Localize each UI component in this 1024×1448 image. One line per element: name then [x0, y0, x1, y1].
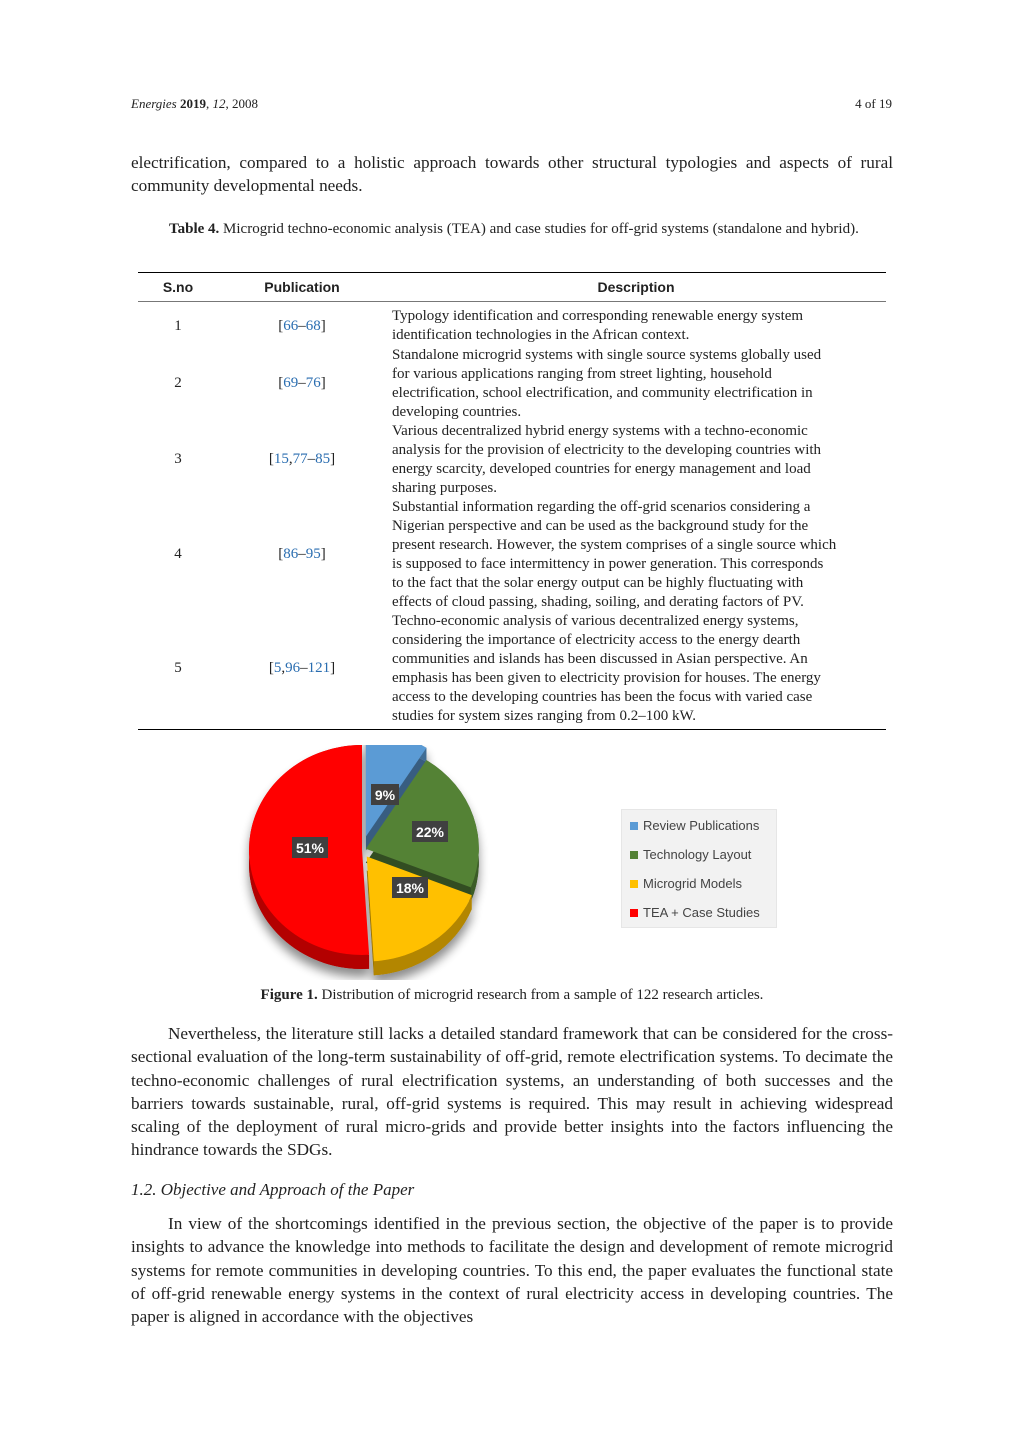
tea-table [138, 272, 886, 730]
legend-swatch [630, 851, 638, 859]
running-header: Energies 2019, 12, 2008 [131, 96, 258, 111]
description-line: sharing purposes. [392, 479, 497, 496]
citation-separator: – [298, 546, 306, 562]
citation-link[interactable]: 5 [273, 660, 282, 676]
legend-label: Microgrid Models [643, 876, 742, 891]
cell-publication [218, 498, 386, 612]
figure-caption-text: Distribution of microgrid research from a sample of 122 research articles. [321, 987, 764, 1003]
description-line: to the fact that the solar energy output can be highly fluctuating with [392, 574, 804, 591]
table-row [138, 346, 886, 422]
description-line: considering the importance of electricity access to the energy dearth [392, 631, 801, 648]
table-row [138, 422, 886, 498]
bracket-open: [ [278, 317, 284, 334]
description-line: electrification, school electrification, and community electrification in [392, 384, 813, 401]
cell-publication [218, 422, 386, 498]
citation-separator: – [298, 375, 306, 391]
description-line: communities and islands has been discussed in Asian perspective. An [392, 650, 808, 667]
citation-separator: , [281, 660, 286, 676]
description-line: present research. However, the system comprises of a single source which [392, 536, 837, 553]
journal-year: 2019 [179, 96, 206, 111]
cell-description [386, 346, 886, 422]
data-label-text: 18% [395, 880, 425, 896]
cell-sno: 3 [174, 451, 182, 467]
legend-item [630, 847, 751, 862]
body-paragraph: Nevertheless, the literature still lacks a detailed standard framework that can be considered for the cross-sectional evaluation of the long-term sustainability of off-grid, remote electrification systems. To decimate the techno-economic challenges of rural electrification systems, an understanding of both successes and the barriers towards sustainable, rural, off-grid systems is required. This may result in achieving widespread scaling of the deployment of rural micro-grids and provide better insights into the factors influencing the hindrance towards the SDGs. [131, 1024, 893, 1160]
description-line: developing countries. [392, 403, 522, 420]
data-label-text: 9% [374, 787, 396, 803]
figure-caption [0, 984, 1024, 1006]
section-heading [131, 1180, 414, 1200]
data-label-text: 22% [415, 824, 445, 840]
bracket-open: [ [278, 546, 284, 562]
bracket-close: ] [320, 317, 326, 334]
legend-label: Technology Layout [643, 847, 752, 862]
legend-item [630, 905, 760, 920]
table-row [138, 302, 886, 346]
bracket-close: ] [320, 546, 326, 562]
description-line: Nigerian perspective and can be used as the background study for the [392, 517, 809, 534]
description-line: emphasis has been given to electricity provision for houses. The energy [392, 669, 821, 686]
pie-data-label [412, 821, 448, 842]
citation-separator: , [288, 451, 293, 467]
description-line: analysis for the provision of electricity to the developing countries with [392, 441, 822, 458]
cell-description [386, 612, 886, 730]
cell-sno: 2 [174, 375, 182, 391]
table-row [138, 498, 886, 612]
chart-legend [621, 809, 777, 928]
citation-link[interactable]: 76 [305, 375, 321, 391]
section-number: 1.2. [131, 1180, 157, 1199]
citation-link[interactable]: 66 [283, 317, 299, 334]
citation-link[interactable]: 96 [285, 660, 301, 676]
description-line: Various decentralized hybrid energy systems with a techno-economic [392, 422, 808, 439]
table-caption [169, 218, 869, 240]
objective-paragraph: In view of the shortcomings identified in the previous section, the objective of the paper is to provide insights to advance the knowledge into methods to facilitate the design and development of remote microgrid systems for remote communities in developing countries. To this end, the paper evaluates the functional state of off-grid renewable energy systems in the context of rural electricity access in developing countries. The paper is aligned in accordance with the objectives [131, 1214, 893, 1327]
description-line: energy scarcity, developed countries for energy management and load [392, 460, 811, 477]
citation-separator: – [298, 317, 306, 334]
citation-link[interactable]: 68 [305, 317, 321, 334]
pie-data-label [392, 877, 428, 898]
pie-data-label [292, 837, 328, 858]
description-line: is supposed to face intermittency in power generation. This corresponds [392, 555, 824, 572]
description-line: access to the developing countries has been the focus with varied case [392, 688, 813, 705]
description-line: effects of cloud passing, shading, soiling, and derating factors of PV. [392, 593, 804, 610]
table-caption-text: Microgrid techno-economic analysis (TEA) and case studies for off-grid systems (standalone and hybrid). [223, 221, 859, 237]
header-publication: Publication [218, 273, 386, 302]
legend-item [630, 818, 759, 833]
bracket-close: ] [330, 660, 336, 676]
citation-link[interactable]: 95 [305, 546, 321, 562]
bracket-open: [ [268, 660, 274, 676]
page-number: 4 of 19 [855, 96, 892, 111]
bracket-close: ] [320, 375, 326, 391]
pie-chart [230, 745, 520, 980]
cell-publication [218, 302, 386, 346]
cell-publication [218, 612, 386, 730]
citation-separator: – [300, 660, 308, 676]
table-header-row [138, 273, 886, 302]
bracket-open: [ [268, 451, 274, 467]
citation-link[interactable]: 15 [273, 451, 289, 467]
legend-item [630, 876, 742, 891]
cell-sno: 4 [174, 546, 182, 562]
header-sno: S.no [138, 273, 218, 302]
data-label-text: 51% [295, 840, 325, 856]
legend-label: Review Publications [643, 818, 760, 833]
bracket-open: [ [278, 375, 284, 391]
figure-caption-label: Figure 1. [260, 987, 318, 1003]
citation-separator: – [307, 451, 316, 467]
description-line: Substantial information regarding the off-grid scenarios considering a [392, 498, 811, 515]
description-line: Standalone microgrid systems with single source systems globally used [392, 346, 822, 363]
journal-volume: 12 [212, 96, 226, 111]
cell-sno: 1 [174, 317, 182, 334]
article-number: 2008 [231, 96, 258, 111]
legend-swatch [630, 909, 638, 917]
header-description: Description [386, 273, 886, 302]
table-row [138, 612, 886, 730]
citation-link[interactable]: 69 [283, 375, 299, 391]
legend-swatch [630, 880, 638, 888]
description-line: studies for system sizes ranging from 0.2–100 kW. [392, 707, 696, 724]
citation-link[interactable]: 85 [315, 451, 331, 467]
cell-description [386, 302, 886, 346]
description-line: Typology identification and corresponding renewable energy system [392, 308, 804, 325]
section-title: Objective and Approach of the Paper [160, 1180, 415, 1199]
citation-link[interactable]: 121 [307, 660, 331, 676]
table-caption-label: Table 4. [169, 221, 220, 237]
legend-swatch [630, 822, 638, 830]
citation-link[interactable]: 86 [283, 546, 299, 562]
description-line: identification technologies in the African context. [392, 327, 690, 344]
cell-description [386, 498, 886, 612]
bracket-close: ] [330, 451, 336, 467]
cell-publication [218, 346, 386, 422]
cell-sno: 5 [138, 612, 218, 730]
legend-label: TEA + Case Studies [643, 905, 760, 920]
description-line: for various applications ranging from street lighting, household [392, 365, 772, 382]
description-line: Techno-economic analysis of various decentralized energy systems, [392, 612, 799, 629]
pie-data-label [371, 784, 399, 805]
cell-description [386, 422, 886, 498]
journal-name: Energies [131, 96, 177, 111]
citation-link[interactable]: 77 [292, 451, 308, 467]
intro-paragraph: electrification, compared to a holistic approach towards other structural typologies and aspects of rural community developmental needs. [131, 153, 893, 196]
